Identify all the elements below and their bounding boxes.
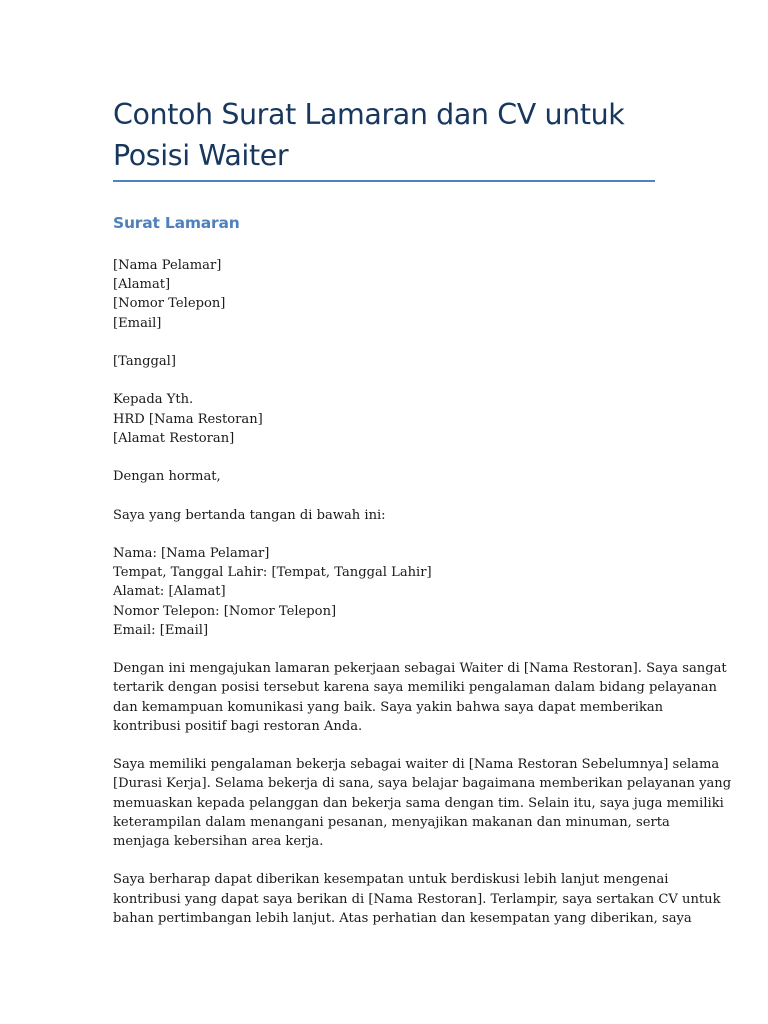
paragraph-line: tertarik dengan posisi tersebut karena saya memiliki pengalaman dalam bidang pelayanan (113, 680, 717, 696)
detail-line: Nomor Telepon: [Nomor Telepon] (113, 603, 337, 619)
applicant-line: [Nomor Telepon] (113, 296, 226, 312)
document-title-line: Contoh Surat Lamaran dan CV untuk (113, 98, 625, 131)
salutation (113, 467, 673, 486)
applicant-line: [Alamat] (113, 277, 171, 293)
paragraph-line: Dengan ini mengajukan lamaran pekerjaan sebagai Waiter di [Nama Restoran]. Saya sangat (113, 661, 727, 677)
title-divider (113, 180, 655, 182)
recipient-block (113, 390, 673, 448)
paragraph-line: Saya memiliki pengalaman bekerja sebagai waiter di [Nama Restoran Sebelumnya] selama (113, 757, 720, 773)
paragraph-application (113, 659, 727, 736)
paragraph-line: bahan pertimbangan lebih lanjut. Atas perhatian dan kesempatan yang diberikan, saya (113, 910, 692, 926)
intro-paragraph (113, 506, 673, 525)
recipient-line: HRD [Nama Restoran] (113, 411, 263, 427)
intro-text: Saya yang bertanda tangan di bawah ini: (113, 507, 386, 523)
document-title (113, 94, 658, 176)
detail-line: Alamat: [Alamat] (113, 584, 226, 600)
applicant-details (113, 544, 673, 640)
paragraph-line: memuaskan kepada pelanggan dan bekerja sama dengan tim. Selain itu, saya juga memiliki (113, 795, 724, 811)
salutation-text: Dengan hormat, (113, 469, 221, 485)
applicant-line: [Email] (113, 315, 162, 331)
paragraph-line: kontribusi yang dapat saya berikan di [Nama Restoran]. Terlampir, saya sertakan CV untuk (113, 891, 721, 907)
paragraph-line: dan kemampuan komunikasi yang baik. Saya yakin bahwa saya dapat memberikan (113, 699, 664, 715)
paragraph-line: keterampilan dalam menangani pesanan, menyajikan makanan dan minuman, serta (113, 814, 670, 830)
recipient-line: Kepada Yth. (113, 392, 194, 408)
paragraph-closing (113, 870, 721, 928)
applicant-block (113, 256, 673, 333)
recipient-line: [Alamat Restoran] (113, 430, 235, 446)
detail-line: Tempat, Tanggal Lahir: [Tempat, Tanggal Lahir] (113, 565, 432, 581)
detail-line: Nama: [Nama Pelamar] (113, 545, 270, 561)
letter-body (113, 256, 732, 947)
paragraph-experience (113, 755, 732, 851)
paragraph-line: kontribusi positif bagi restoran Anda. (113, 718, 363, 734)
applicant-line: [Nama Pelamar] (113, 258, 222, 273)
document-title-line: Posisi Waiter (113, 139, 289, 172)
date-line (113, 352, 673, 371)
detail-line: Email: [Email] (113, 622, 209, 638)
paragraph-line: [Durasi Kerja]. Selama bekerja di sana, saya belajar bagaimana memberikan pelayanan yang (113, 776, 732, 792)
paragraph-line: Saya berharap dapat diberikan kesempatan untuk berdiskusi lebih lanjut mengenai (113, 872, 669, 888)
section-heading: Surat Lamaran (113, 214, 240, 232)
date-text: [Tanggal] (113, 354, 176, 369)
paragraph-line: menjaga kebersihan area kerja. (113, 833, 324, 849)
